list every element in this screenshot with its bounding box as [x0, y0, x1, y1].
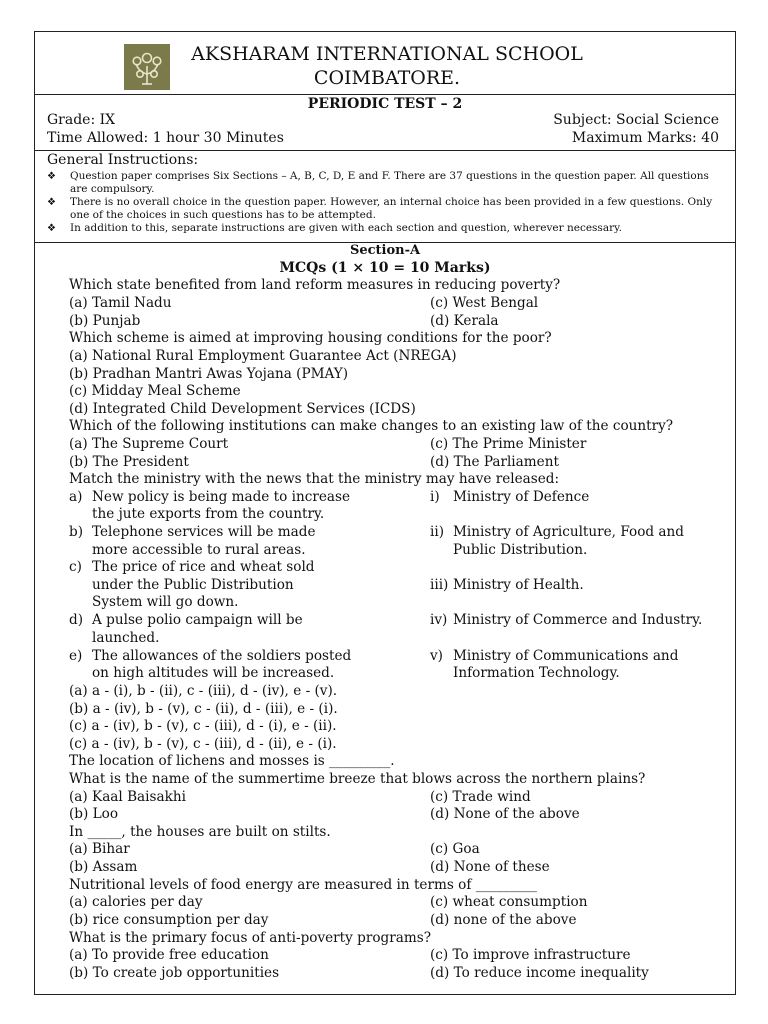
- option: (a) Bihar: [69, 841, 130, 857]
- match-left-line: The allowances of the soldiers posted: [92, 648, 352, 664]
- option: (d) Kerala: [430, 313, 499, 329]
- match-key: b): [69, 524, 84, 540]
- bullet-icon: ❖: [47, 171, 56, 182]
- match-key: iii): [430, 577, 449, 593]
- option: (c) a - (iv), b - (v), c - (iii), d - (ii), e - (i).: [69, 736, 337, 752]
- option: (a) National Rural Employment Guarantee Act (NREGA): [69, 348, 457, 364]
- instruction-item: ❖ In addition to this, separate instructions are given with each section and question, wherever necessary.: [47, 222, 622, 234]
- subject: Subject: Social Science: [553, 112, 719, 128]
- question-paper: [34, 31, 736, 995]
- match-left-line: System will go down.: [92, 594, 239, 610]
- question-6: What is the name of the summertime breeze that blows across the northern plains?: [69, 771, 646, 787]
- section-title: Section-A: [349, 243, 421, 258]
- option: (b) To create job opportunities: [69, 965, 280, 981]
- bullet-icon: ❖: [47, 223, 56, 234]
- school-name: [177, 42, 597, 90]
- option: (a) To provide free education: [69, 947, 269, 963]
- option: (c) wheat consumption: [430, 894, 588, 910]
- question-7: In _____, the houses are built on stilts.: [69, 824, 331, 840]
- option: (b) Pradhan Mantri Awas Yojana (PMAY): [69, 366, 349, 382]
- option: (a) The Supreme Court: [69, 436, 229, 452]
- match-left-line: The price of rice and wheat sold: [92, 559, 315, 575]
- info-row-1: [47, 112, 719, 128]
- option: (d) To reduce income inequality: [430, 965, 649, 981]
- grade: Grade: IX: [47, 112, 116, 128]
- match-left-line: Telephone services will be made: [92, 524, 316, 540]
- option: (d) none of the above: [430, 912, 577, 928]
- option: (d) None of these: [430, 859, 550, 875]
- header: [35, 32, 735, 95]
- option: (b) Assam: [69, 859, 138, 875]
- instruction-item: ❖ There is no overall choice in the question paper. However, an internal choice has been provided in a few questions. Only one of the choices in such questions has to be attempted.: [47, 196, 713, 221]
- school-line-1: AKSHARAM INTERNATIONAL SCHOOL: [191, 43, 583, 65]
- match-left-line: launched.: [92, 630, 160, 646]
- maximum-marks: Maximum Marks: 40: [571, 130, 719, 146]
- match-key: ii): [430, 524, 444, 540]
- question-9: What is the primary focus of anti-poverty programs?: [69, 930, 431, 946]
- option: (b) The President: [69, 454, 189, 470]
- match-right-line: Ministry of Agriculture, Food and: [453, 524, 684, 540]
- general-instructions: [35, 150, 735, 243]
- option: (a) Tamil Nadu: [69, 295, 172, 311]
- option: (a) Kaal Baisakhi: [69, 789, 186, 805]
- instructions-title: General Instructions:: [47, 152, 199, 168]
- option: (c) The Prime Minister: [430, 436, 587, 452]
- match-right-line: Public Distribution.: [453, 542, 588, 558]
- match-key: d): [69, 612, 84, 628]
- match-right-line: Information Technology.: [453, 665, 620, 681]
- match-key: i): [430, 489, 440, 505]
- match-key: e): [69, 648, 83, 664]
- match-right-line: Ministry of Defence: [453, 489, 590, 505]
- section-a: [35, 242, 735, 981]
- test-title: PERIODIC TEST – 2: [307, 96, 463, 112]
- tree-logo-icon: [124, 44, 170, 90]
- school-line-2: COIMBATORE.: [313, 67, 461, 89]
- option: (c) Goa: [430, 841, 480, 857]
- match-right-line: Ministry of Health.: [453, 577, 584, 593]
- question-5: The location of lichens and mosses is _________.: [69, 753, 395, 769]
- question-1: Which state benefited from land reform measures in reducing poverty?: [69, 277, 561, 293]
- question-2: Which scheme is aimed at improving housing conditions for the poor?: [69, 330, 552, 346]
- option: (b) rice consumption per day: [69, 912, 269, 928]
- option: (a) calories per day: [69, 894, 203, 910]
- match-key: a): [69, 489, 83, 505]
- match-left-line: on high altitudes will be increased.: [92, 665, 335, 681]
- option: (b) a - (iv), b - (v), c - (ii), d - (iii), e - (i).: [69, 701, 338, 717]
- time-allowed: Time Allowed: 1 hour 30 Minutes: [47, 130, 284, 146]
- option: (c) a - (iv), b - (v), c - (iii), d - (i), e - (ii).: [69, 718, 337, 734]
- match-left-line: more accessible to rural areas.: [92, 542, 306, 558]
- question-3: Which of the following institutions can make changes to an existing law of the country?: [69, 418, 674, 434]
- option: (d) Integrated Child Development Services (ICDS): [69, 401, 416, 417]
- match-key: iv): [430, 612, 448, 628]
- match-left-line: A pulse polio campaign will be: [92, 612, 303, 628]
- question-8: Nutritional levels of food energy are measured in terms of _________: [69, 877, 537, 893]
- match-key: c): [69, 559, 82, 575]
- match-right-line: Ministry of Communications and: [453, 648, 679, 664]
- option: (d) None of the above: [430, 806, 580, 822]
- bullet-icon: ❖: [47, 197, 56, 208]
- match-key: v): [430, 648, 443, 664]
- instruction-item: ❖ Question paper comprises Six Sections – A, B, C, D, E and F. There are 37 questions in the question paper. All questions are compulsory.: [47, 170, 709, 195]
- option: (a) a - (i), b - (ii), c - (iii), d - (iv), e - (v).: [69, 683, 338, 699]
- test-info: [35, 94, 735, 151]
- match-left-line: New policy is being made to increase: [92, 489, 351, 505]
- option: (c) To improve infrastructure: [430, 947, 631, 963]
- question-4: Match the ministry with the news that the ministry may have released:: [69, 471, 560, 487]
- option: (c) West Bengal: [430, 295, 539, 311]
- match-left-line: under the Public Distribution: [92, 577, 294, 593]
- section-marks: MCQs (1 × 10 = 10 Marks): [279, 260, 491, 276]
- option: (c) Midday Meal Scheme: [69, 383, 241, 399]
- option: (b) Punjab: [69, 313, 141, 329]
- match-left-line: the jute exports from the country.: [92, 506, 325, 522]
- info-row-2: [47, 130, 719, 146]
- option: (b) Loo: [69, 806, 119, 822]
- match-right-line: Ministry of Commerce and Industry.: [453, 612, 703, 628]
- option: (d) The Parliament: [430, 454, 559, 470]
- option: (c) Trade wind: [430, 789, 531, 805]
